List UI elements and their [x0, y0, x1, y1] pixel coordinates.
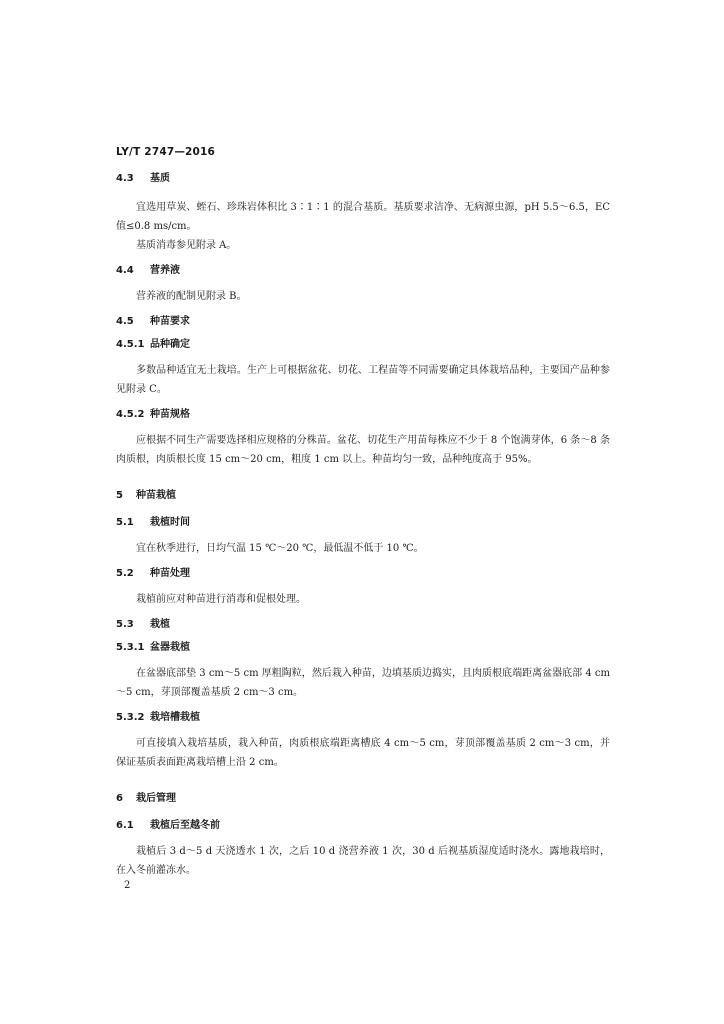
section-title: 栽植 — [150, 619, 170, 630]
section-title: 基质 — [150, 173, 170, 184]
body-paragraph: 基质消毒参见附录 A。 — [136, 240, 237, 251]
body-paragraph: 宜选用草炭、蛭石、珍珠岩体积比 3∶1∶1 的混合基质。基质要求洁净、无病源虫源，pH 5.5～6.5，EC 值≤0.8 ms/cm。 — [116, 202, 610, 232]
section-title: 栽植时间 — [150, 517, 190, 528]
section-heading-5-1 — [116, 516, 610, 530]
section-number: 4.5.2 — [116, 409, 145, 420]
section-number: 5.1 — [116, 517, 134, 528]
section-heading-6-1 — [116, 819, 610, 833]
body-paragraph: 可直接填入栽培基质，栽入种苗，肉质根底端距离槽底 4 cm～5 cm，芽顶部覆盖基质 2 cm～3 cm，并保证基质表面距离栽培槽上沿 2 cm。 — [116, 738, 610, 768]
body-paragraph: 在盆器底部垫 3 cm～5 cm 厚粗陶粒，然后栽入种苗，边填基质边捣实，且肉质根底端距离盆器底部 4 cm～5 cm，芽顶部覆盖基质 2 cm～3 cm。 — [116, 668, 610, 698]
page-number: 2 — [124, 880, 131, 891]
section-number: 4.5 — [116, 316, 134, 327]
section-title: 盆器栽植 — [150, 642, 190, 653]
section-heading-5-3-2 — [116, 711, 610, 725]
section-number: 5 — [116, 490, 123, 501]
section-title: 种苗规格 — [150, 409, 190, 420]
section-title: 栽植后至越冬前 — [150, 820, 220, 831]
section-title: 种苗栽植 — [136, 490, 176, 501]
section-title: 种苗要求 — [150, 316, 190, 327]
section-title: 品种确定 — [150, 339, 190, 350]
section-heading-6 — [116, 792, 610, 806]
section-heading-4-5-2 — [116, 408, 610, 422]
standard-code-header: LY/T 2747—2016 — [116, 146, 216, 158]
section-number: 6 — [116, 793, 123, 804]
section-heading-5 — [116, 489, 610, 503]
section-heading-4-4 — [116, 264, 610, 278]
section-number: 4.3 — [116, 173, 134, 184]
section-number: 5.2 — [116, 568, 134, 579]
body-paragraph: 栽植后 3 d～5 d 天浇透水 1 次，之后 10 d 浇营养液 1 次，30 d 后视基质湿度适时浇水。露地栽培时，在入冬前灌冻水。 — [116, 846, 610, 876]
section-title: 营养液 — [150, 265, 180, 276]
document-body — [116, 172, 610, 880]
section-number: 4.5.1 — [116, 339, 145, 350]
section-heading-4-3 — [116, 172, 610, 186]
section-title: 栽培槽栽植 — [150, 712, 200, 723]
section-title: 种苗处理 — [150, 568, 190, 579]
body-paragraph: 多数品种适宜无土栽培。生产上可根据盆花、切花、工程苗等不同需要确定具体栽培品种，主要国产品种参见附录 C。 — [116, 365, 610, 395]
section-heading-5-3 — [116, 618, 610, 632]
body-paragraph: 营养液的配制见附录 B。 — [136, 291, 247, 302]
section-heading-4-5 — [116, 315, 610, 329]
section-number: 6.1 — [116, 820, 134, 831]
body-paragraph: 栽植前应对种苗进行消毒和促根处理。 — [136, 594, 306, 605]
section-number: 4.4 — [116, 265, 134, 276]
section-heading-5-2 — [116, 567, 610, 581]
section-heading-4-5-1 — [116, 338, 610, 352]
section-number: 5.3.2 — [116, 712, 145, 723]
body-paragraph: 宜在秋季进行，日均气温 15 ℃～20 ℃，最低温不低于 10 ℃。 — [136, 543, 424, 554]
section-number: 5.3 — [116, 619, 134, 630]
body-paragraph: 应根据不同生产需要选择相应规格的分株苗。盆花、切花生产用苗每株应不少于 8 个饱满芽体，6 条～8 条肉质根，肉质根长度 15 cm～20 cm，粗度 1 cm 以上。种苗均匀一致，品种纯度高于 95%。 — [116, 435, 610, 465]
section-number: 5.3.1 — [116, 642, 145, 653]
section-heading-5-3-1 — [116, 641, 610, 655]
section-title: 栽后管理 — [136, 793, 176, 804]
